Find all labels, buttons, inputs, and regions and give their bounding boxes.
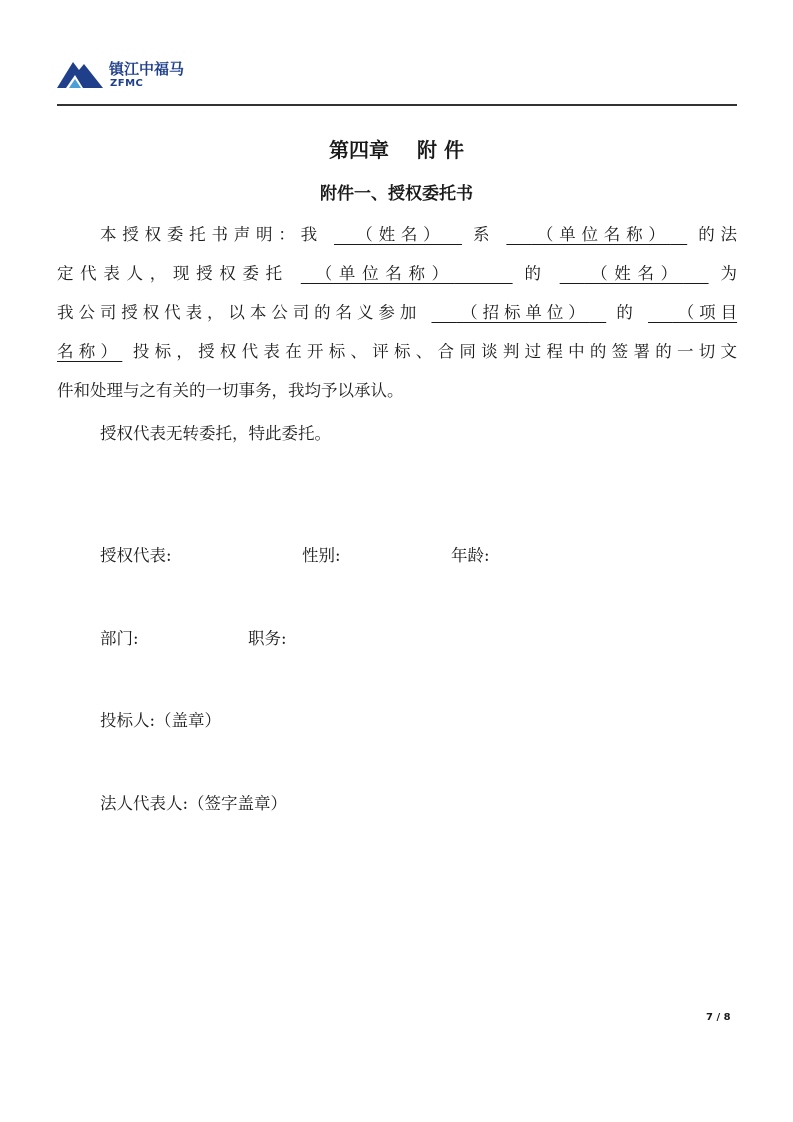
- company-logo: [57, 56, 207, 92]
- section-subtitle: 附件一、授权委托书: [320, 184, 473, 204]
- department-label: 部门:: [100, 629, 139, 648]
- representative-name-blank: （姓名）: [350, 225, 446, 244]
- statement-line-4: 名称） 投标，授权代表在开标、评标、合同谈判过程中的签署的一切文: [57, 342, 738, 361]
- legal-representative-signature-label: 法人代表人:（签字盖章）: [100, 794, 288, 813]
- mountain-logo-icon: [57, 58, 103, 88]
- project-name-blank-continued: 名称）: [57, 342, 123, 361]
- page-number: 7 / 8: [706, 1012, 731, 1023]
- statement-line-5: 件和处理与之有关的一切事务，我均予以承认。: [57, 381, 404, 400]
- statement-line-1: 本授权委托书声明：我 （姓名） 系 （单位名称） 的法: [100, 225, 738, 244]
- position-label: 职务:: [248, 629, 287, 648]
- chapter-title-name: 附 件: [417, 138, 464, 162]
- rep-label: 授权代表:: [100, 546, 172, 565]
- authorized-person-blank: （姓名）: [584, 264, 684, 283]
- tendering-unit-blank: （招标单位）: [456, 303, 590, 322]
- gender-label: 性别:: [302, 546, 341, 565]
- company-name-blank: （单位名称）: [531, 225, 671, 244]
- project-name-blank: （项目: [672, 303, 738, 322]
- chapter-title: [0, 134, 793, 163]
- logo-english-name: ZFMC: [110, 78, 144, 89]
- age-label: 年龄:: [451, 546, 490, 565]
- authorized-unit-blank: （单位名称）: [309, 264, 455, 283]
- statement-line-3: 我公司授权代表，以本公司的名义参加 （招标单位） 的 （项目: [57, 303, 738, 322]
- no-sub-delegation-note: 授权代表无转委托，特此委托。: [100, 424, 331, 443]
- bidder-seal-label: 投标人:（盖章）: [100, 711, 222, 730]
- chapter-title-number: 第四章: [329, 138, 390, 162]
- logo-chinese-name: 镇江中福马: [109, 60, 185, 78]
- statement-line-2: 定代表人，现授权委托 （单位名称） 的 （姓名） 为: [57, 264, 738, 283]
- header-divider: [57, 104, 737, 106]
